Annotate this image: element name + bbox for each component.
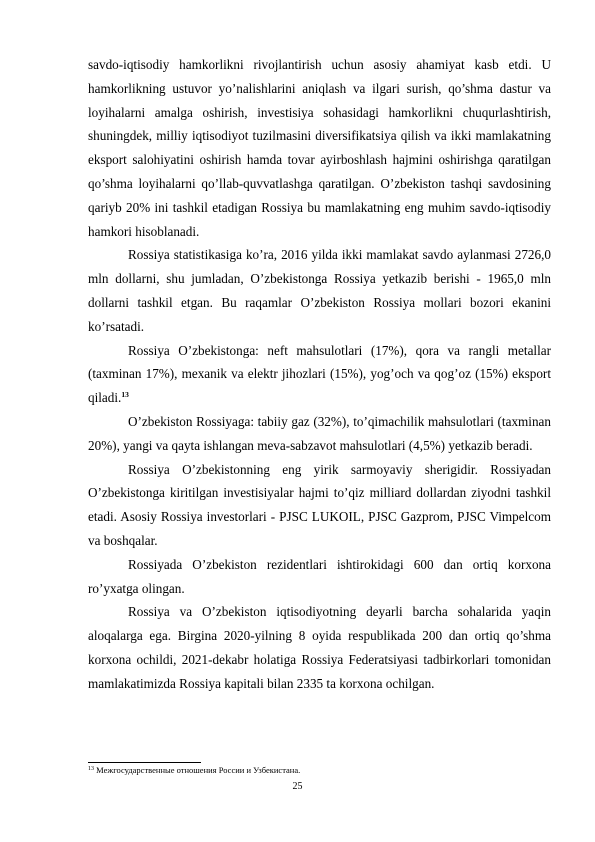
paragraph-uzbekistan-exports: O’zbekiston Rossiyaga: tabiiy gaz (32%), to’qimachilik mahsulotlari (taxminan 20%), yangi va qayta ishlangan meva-sabzavot mahsulotlari (4,5%) yetkazib beradi. <box>88 413 551 453</box>
document-body <box>88 53 551 696</box>
paragraph-continuation: savdo-iqtisodiy hamkorlikni rivojlantirish uchun asosiy ahamiyat kasb etdi. U hamkorlikning ustuvor yo’nalishlarini aniqlash va ilgari surish, qo’shma dastur va loyihalarni amalga oshirish, investisiya sohasidagi hamkorlikni chuqurlashtirish, shuningdek, milliy iqtisodiyot tuzilmasini diversifikatsiya qilish va ikki mamlakatning eksport salohiyatini oshirish hamda tovar ayirboshlash hajmini oshirishga qaratilgan qo’shma loyihalarni qo’llab-quvvatlashga qaratilgan. O’zbekiston tashqi savdosining qariyb 20% ini tashkil etadigan Rossiya bu mamlakatning eng muhim savdo-iqtisodiy hamkori hisoblanadi. <box>88 57 551 239</box>
paragraph-trade-turnover: Rossiya statistikasiga ko’ra, 2016 yilda ikki mamlakat savdo aylanmasi 2726,0 mln dollarni, shu jumladan, O’zbekistonga Rossiya yetkazib berishi - 1965,0 mln dollarni tashkil etgan. Bu raqamlar O’zbekiston Rossiya mollari bozori ekanini ko’rsatadi. <box>88 247 551 334</box>
footnote-text: Межгосударственные отношения России и Узбекистана. <box>96 765 301 775</box>
footnote <box>88 765 551 776</box>
paragraph-russia-exports-text: Rossiya O’zbekistonga: neft mahsulotlari (17%), qora va rangli metallar (taxminan 17%), mexanik va elektr jihozlari (15%), yog’och va qog’oz (15%) eksport qiladi. <box>88 342 551 406</box>
paragraph-investment-partner: Rossiya O’zbekistonning eng yirik sarmoyaviy sherigidir. Rossiyadan O’zbekistonga kiritilgan investisiyalar hajmi to’qiz milliard dollardan ziyodni tashkil etadi. Asosiy Rossiya investorlari - PJSC LUKOIL, PJSC Gazprom, PJSC Vimpelcom va boshqalar. <box>88 461 551 548</box>
paragraph-economic-ties: Rossiya va O’zbekiston iqtisodiyotning deyarli barcha sohalarida yaqin aloqalarga ega. Birgina 2020-yilning 8 oyida respublikada 200 dan ortiq qo’shma korxona ochildi, 2021-dekabr holatiga Rossiya Federatsiyasi tadbirkorlari tomonidan mamlakatimizda Rossiya kapitali bilan 2335 ta korxona ochilgan. <box>88 604 551 691</box>
paragraph-russia-exports <box>88 339 551 410</box>
footnote-reference[interactable]: 13 <box>121 390 129 400</box>
paragraph-registered-enterprises: Rossiyada O’zbekiston rezidentlari ishtirokidagi 600 dan ortiq korxona ro’yxatga olingan. <box>88 556 551 596</box>
page-number: 25 <box>292 781 303 792</box>
footnote-separator <box>88 762 201 763</box>
footnote-number: 13 <box>88 766 94 772</box>
